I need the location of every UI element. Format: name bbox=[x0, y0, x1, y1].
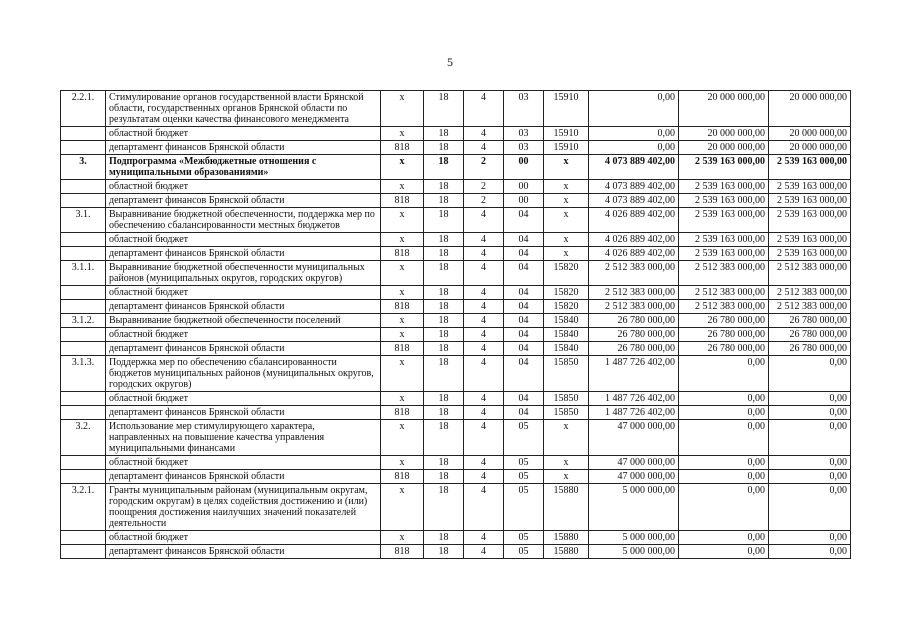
row-description: департамент финансов Брянской области bbox=[106, 300, 381, 314]
table-row bbox=[61, 261, 851, 286]
row-description: департамент финансов Брянской области bbox=[106, 470, 381, 484]
code-direction: 15910 bbox=[544, 127, 589, 141]
code-grbs: 818 bbox=[381, 470, 424, 484]
row-description: департамент финансов Брянской области bbox=[106, 247, 381, 261]
code-grbs: х bbox=[381, 233, 424, 247]
amount-year-1: 4 026 889 402,00 bbox=[589, 208, 679, 233]
code-direction: 15820 bbox=[544, 300, 589, 314]
row-description: областной бюджет bbox=[106, 286, 381, 300]
code-program: 18 bbox=[424, 141, 464, 155]
amount-year-2: 26 780 000,00 bbox=[679, 314, 769, 328]
row-description: департамент финансов Брянской области bbox=[106, 141, 381, 155]
code-direction: х bbox=[544, 247, 589, 261]
table-row bbox=[61, 194, 851, 208]
amount-year-1: 4 073 889 402,00 bbox=[589, 194, 679, 208]
code-program: 18 bbox=[424, 470, 464, 484]
code-direction: х bbox=[544, 180, 589, 194]
table-row bbox=[61, 470, 851, 484]
amount-year-2: 26 780 000,00 bbox=[679, 328, 769, 342]
code-subprogram: 4 bbox=[464, 233, 504, 247]
row-number bbox=[61, 180, 106, 194]
table-row bbox=[61, 233, 851, 247]
code-program: 18 bbox=[424, 286, 464, 300]
row-number bbox=[61, 141, 106, 155]
code-subprogram: 4 bbox=[464, 545, 504, 559]
amount-year-1: 0,00 bbox=[589, 127, 679, 141]
row-description: департамент финансов Брянской области bbox=[106, 406, 381, 420]
row-number bbox=[61, 545, 106, 559]
code-grbs: х bbox=[381, 180, 424, 194]
amount-year-3: 2 539 163 000,00 bbox=[769, 194, 851, 208]
amount-year-2: 0,00 bbox=[679, 356, 769, 392]
code-direction: 15850 bbox=[544, 392, 589, 406]
code-subprogram: 2 bbox=[464, 180, 504, 194]
code-grbs: х bbox=[381, 456, 424, 470]
amount-year-2: 2 539 163 000,00 bbox=[679, 155, 769, 180]
amount-year-2: 0,00 bbox=[679, 470, 769, 484]
code-main-event: 04 bbox=[504, 286, 544, 300]
amount-year-1: 26 780 000,00 bbox=[589, 328, 679, 342]
code-grbs: х bbox=[381, 208, 424, 233]
row-number: 3.1.3. bbox=[61, 356, 106, 392]
code-main-event: 05 bbox=[504, 456, 544, 470]
code-subprogram: 2 bbox=[464, 155, 504, 180]
code-main-event: 00 bbox=[504, 155, 544, 180]
code-program: 18 bbox=[424, 300, 464, 314]
code-direction: х bbox=[544, 456, 589, 470]
code-program: 18 bbox=[424, 127, 464, 141]
amount-year-3: 26 780 000,00 bbox=[769, 328, 851, 342]
code-direction: х bbox=[544, 420, 589, 456]
code-grbs: х bbox=[381, 392, 424, 406]
amount-year-1: 0,00 bbox=[589, 91, 679, 127]
table-row bbox=[61, 127, 851, 141]
code-program: 18 bbox=[424, 356, 464, 392]
amount-year-1: 4 026 889 402,00 bbox=[589, 233, 679, 247]
code-main-event: 03 bbox=[504, 141, 544, 155]
code-program: 18 bbox=[424, 261, 464, 286]
code-grbs: 818 bbox=[381, 406, 424, 420]
amount-year-1: 26 780 000,00 bbox=[589, 314, 679, 328]
amount-year-3: 0,00 bbox=[769, 456, 851, 470]
amount-year-2: 2 512 383 000,00 bbox=[679, 261, 769, 286]
amount-year-1: 0,00 bbox=[589, 141, 679, 155]
amount-year-1: 47 000 000,00 bbox=[589, 456, 679, 470]
code-direction: 15850 bbox=[544, 356, 589, 392]
code-main-event: 05 bbox=[504, 470, 544, 484]
code-program: 18 bbox=[424, 233, 464, 247]
table-row bbox=[61, 545, 851, 559]
row-description: областной бюджет bbox=[106, 392, 381, 406]
code-program: 18 bbox=[424, 545, 464, 559]
row-description: Выравнивание бюджетной обеспеченности поселений bbox=[106, 314, 381, 328]
row-number: 3.1.1. bbox=[61, 261, 106, 286]
row-number bbox=[61, 300, 106, 314]
row-description: Гранты муниципальным районам (муниципальным округам, городским округам) в целях содействия достижению и (или) поощрения достижения наилучших значений показателей деятельности bbox=[106, 484, 381, 531]
code-grbs: х bbox=[381, 420, 424, 456]
amount-year-1: 5 000 000,00 bbox=[589, 545, 679, 559]
code-main-event: 00 bbox=[504, 180, 544, 194]
amount-year-1: 2 512 383 000,00 bbox=[589, 261, 679, 286]
code-subprogram: 4 bbox=[464, 420, 504, 456]
code-main-event: 04 bbox=[504, 233, 544, 247]
table-row bbox=[61, 328, 851, 342]
code-grbs: х bbox=[381, 127, 424, 141]
amount-year-1: 4 073 889 402,00 bbox=[589, 155, 679, 180]
row-description: Использование мер стимулирующего характера, направленных на повышение качества управления муниципальными финансами bbox=[106, 420, 381, 456]
row-number bbox=[61, 531, 106, 545]
table-row bbox=[61, 141, 851, 155]
code-direction: х bbox=[544, 470, 589, 484]
page-number: 5 bbox=[447, 55, 453, 69]
code-main-event: 04 bbox=[504, 342, 544, 356]
code-grbs: х bbox=[381, 328, 424, 342]
code-subprogram: 4 bbox=[464, 247, 504, 261]
table-row bbox=[61, 155, 851, 180]
table-row bbox=[61, 286, 851, 300]
row-number bbox=[61, 127, 106, 141]
table-row bbox=[61, 342, 851, 356]
amount-year-3: 20 000 000,00 bbox=[769, 127, 851, 141]
row-number: 3. bbox=[61, 155, 106, 180]
amount-year-2: 20 000 000,00 bbox=[679, 127, 769, 141]
code-program: 18 bbox=[424, 420, 464, 456]
code-main-event: 03 bbox=[504, 91, 544, 127]
code-program: 18 bbox=[424, 314, 464, 328]
code-subprogram: 4 bbox=[464, 406, 504, 420]
code-subprogram: 4 bbox=[464, 91, 504, 127]
code-direction: х bbox=[544, 233, 589, 247]
amount-year-3: 0,00 bbox=[769, 470, 851, 484]
amount-year-1: 5 000 000,00 bbox=[589, 531, 679, 545]
amount-year-3: 2 512 383 000,00 bbox=[769, 261, 851, 286]
code-main-event: 05 bbox=[504, 531, 544, 545]
amount-year-3: 2 539 163 000,00 bbox=[769, 180, 851, 194]
amount-year-3: 2 539 163 000,00 bbox=[769, 155, 851, 180]
amount-year-2: 2 512 383 000,00 bbox=[679, 286, 769, 300]
amount-year-1: 47 000 000,00 bbox=[589, 420, 679, 456]
code-program: 18 bbox=[424, 328, 464, 342]
code-program: 18 bbox=[424, 406, 464, 420]
code-grbs: х bbox=[381, 484, 424, 531]
row-number bbox=[61, 470, 106, 484]
code-grbs: х bbox=[381, 261, 424, 286]
amount-year-1: 1 487 726 402,00 bbox=[589, 356, 679, 392]
code-grbs: х bbox=[381, 91, 424, 127]
code-subprogram: 4 bbox=[464, 141, 504, 155]
code-program: 18 bbox=[424, 484, 464, 531]
code-subprogram: 4 bbox=[464, 314, 504, 328]
code-program: 18 bbox=[424, 194, 464, 208]
table-row bbox=[61, 247, 851, 261]
code-main-event: 04 bbox=[504, 208, 544, 233]
code-direction: 15820 bbox=[544, 286, 589, 300]
row-description: Выравнивание бюджетной обеспеченности, поддержка мер по обеспечению сбалансированности местных бюджетов bbox=[106, 208, 381, 233]
code-program: 18 bbox=[424, 208, 464, 233]
code-direction: 15820 bbox=[544, 261, 589, 286]
table-body bbox=[61, 91, 851, 559]
code-direction: 15850 bbox=[544, 406, 589, 420]
amount-year-2: 2 539 163 000,00 bbox=[679, 233, 769, 247]
code-subprogram: 4 bbox=[464, 286, 504, 300]
amount-year-1: 1 487 726 402,00 bbox=[589, 392, 679, 406]
amount-year-3: 0,00 bbox=[769, 531, 851, 545]
amount-year-1: 1 487 726 402,00 bbox=[589, 406, 679, 420]
table-row bbox=[61, 392, 851, 406]
row-description: областной бюджет bbox=[106, 127, 381, 141]
row-number bbox=[61, 194, 106, 208]
code-subprogram: 4 bbox=[464, 456, 504, 470]
code-direction: 15910 bbox=[544, 141, 589, 155]
amount-year-1: 4 026 889 402,00 bbox=[589, 247, 679, 261]
table-row bbox=[61, 484, 851, 531]
row-number bbox=[61, 392, 106, 406]
code-direction: х bbox=[544, 155, 589, 180]
code-direction: 15840 bbox=[544, 314, 589, 328]
code-grbs: х bbox=[381, 314, 424, 328]
row-description: областной бюджет bbox=[106, 328, 381, 342]
code-program: 18 bbox=[424, 456, 464, 470]
code-main-event: 05 bbox=[504, 545, 544, 559]
code-subprogram: 4 bbox=[464, 328, 504, 342]
code-main-event: 04 bbox=[504, 406, 544, 420]
code-main-event: 04 bbox=[504, 356, 544, 392]
amount-year-3: 20 000 000,00 bbox=[769, 91, 851, 127]
code-main-event: 04 bbox=[504, 328, 544, 342]
row-number: 3.1. bbox=[61, 208, 106, 233]
amount-year-2: 0,00 bbox=[679, 484, 769, 531]
amount-year-2: 20 000 000,00 bbox=[679, 91, 769, 127]
amount-year-2: 26 780 000,00 bbox=[679, 342, 769, 356]
table-row bbox=[61, 180, 851, 194]
code-program: 18 bbox=[424, 180, 464, 194]
code-main-event: 04 bbox=[504, 314, 544, 328]
row-description: департамент финансов Брянской области bbox=[106, 342, 381, 356]
table-row bbox=[61, 531, 851, 545]
table-row bbox=[61, 314, 851, 328]
row-description: областной бюджет bbox=[106, 233, 381, 247]
amount-year-3: 0,00 bbox=[769, 356, 851, 392]
code-grbs: 818 bbox=[381, 141, 424, 155]
code-grbs: 818 bbox=[381, 194, 424, 208]
budget-table bbox=[60, 90, 851, 559]
code-main-event: 05 bbox=[504, 420, 544, 456]
amount-year-3: 0,00 bbox=[769, 484, 851, 531]
amount-year-1: 4 073 889 402,00 bbox=[589, 180, 679, 194]
amount-year-3: 0,00 bbox=[769, 392, 851, 406]
row-description: областной бюджет bbox=[106, 456, 381, 470]
code-grbs: х bbox=[381, 356, 424, 392]
row-description: департамент финансов Брянской области bbox=[106, 545, 381, 559]
code-grbs: 818 bbox=[381, 545, 424, 559]
code-direction: 15880 bbox=[544, 545, 589, 559]
amount-year-2: 2 539 163 000,00 bbox=[679, 194, 769, 208]
code-program: 18 bbox=[424, 247, 464, 261]
row-number: 3.1.2. bbox=[61, 314, 106, 328]
row-description: Стимулирование органов государственной власти Брянской области, государственных органов Брянской области по результатам оценки качества финансового менеджмента bbox=[106, 91, 381, 127]
amount-year-1: 26 780 000,00 bbox=[589, 342, 679, 356]
amount-year-3: 2 512 383 000,00 bbox=[769, 286, 851, 300]
amount-year-1: 47 000 000,00 bbox=[589, 470, 679, 484]
code-grbs: 818 bbox=[381, 342, 424, 356]
code-grbs: 818 bbox=[381, 247, 424, 261]
row-number bbox=[61, 342, 106, 356]
amount-year-3: 2 539 163 000,00 bbox=[769, 247, 851, 261]
amount-year-3: 2 539 163 000,00 bbox=[769, 208, 851, 233]
amount-year-2: 2 539 163 000,00 bbox=[679, 180, 769, 194]
amount-year-2: 20 000 000,00 bbox=[679, 141, 769, 155]
amount-year-3: 0,00 bbox=[769, 406, 851, 420]
code-main-event: 04 bbox=[504, 392, 544, 406]
amount-year-2: 0,00 bbox=[679, 392, 769, 406]
table-row bbox=[61, 456, 851, 470]
row-number bbox=[61, 406, 106, 420]
code-direction: х bbox=[544, 208, 589, 233]
row-number: 2.2.1. bbox=[61, 91, 106, 127]
table-row bbox=[61, 208, 851, 233]
amount-year-1: 5 000 000,00 bbox=[589, 484, 679, 531]
code-grbs: х bbox=[381, 286, 424, 300]
code-subprogram: 2 bbox=[464, 194, 504, 208]
amount-year-1: 2 512 383 000,00 bbox=[589, 286, 679, 300]
amount-year-2: 2 539 163 000,00 bbox=[679, 208, 769, 233]
row-number bbox=[61, 286, 106, 300]
row-description: областной бюджет bbox=[106, 531, 381, 545]
code-subprogram: 4 bbox=[464, 342, 504, 356]
code-subprogram: 4 bbox=[464, 392, 504, 406]
amount-year-3: 2 539 163 000,00 bbox=[769, 233, 851, 247]
code-main-event: 04 bbox=[504, 261, 544, 286]
code-grbs: х bbox=[381, 155, 424, 180]
code-subprogram: 4 bbox=[464, 484, 504, 531]
code-subprogram: 4 bbox=[464, 208, 504, 233]
table-row bbox=[61, 300, 851, 314]
code-direction: 15910 bbox=[544, 91, 589, 127]
code-direction: х bbox=[544, 194, 589, 208]
code-grbs: х bbox=[381, 531, 424, 545]
amount-year-2: 0,00 bbox=[679, 456, 769, 470]
code-subprogram: 4 bbox=[464, 261, 504, 286]
code-program: 18 bbox=[424, 342, 464, 356]
amount-year-2: 0,00 bbox=[679, 545, 769, 559]
code-main-event: 03 bbox=[504, 127, 544, 141]
row-number bbox=[61, 328, 106, 342]
row-number bbox=[61, 456, 106, 470]
amount-year-2: 0,00 bbox=[679, 406, 769, 420]
amount-year-2: 2 539 163 000,00 bbox=[679, 247, 769, 261]
amount-year-2: 0,00 bbox=[679, 420, 769, 456]
amount-year-3: 26 780 000,00 bbox=[769, 314, 851, 328]
code-subprogram: 4 bbox=[464, 531, 504, 545]
table-row bbox=[61, 406, 851, 420]
row-description: Подпрограмма «Межбюджетные отношения с муниципальными образованиями» bbox=[106, 155, 381, 180]
amount-year-3: 0,00 bbox=[769, 420, 851, 456]
code-subprogram: 4 bbox=[464, 470, 504, 484]
amount-year-3: 26 780 000,00 bbox=[769, 342, 851, 356]
row-description: Поддержка мер по обеспечению сбалансированности бюджетов муниципальных районов (муниципальных округов, городских округов) bbox=[106, 356, 381, 392]
row-number: 3.2. bbox=[61, 420, 106, 456]
row-number bbox=[61, 233, 106, 247]
code-subprogram: 4 bbox=[464, 356, 504, 392]
code-main-event: 04 bbox=[504, 247, 544, 261]
table-row bbox=[61, 356, 851, 392]
row-description: Выравнивание бюджетной обеспеченности муниципальных районов (муниципальных округов, городских округов) bbox=[106, 261, 381, 286]
code-program: 18 bbox=[424, 91, 464, 127]
amount-year-2: 0,00 bbox=[679, 531, 769, 545]
code-program: 18 bbox=[424, 155, 464, 180]
amount-year-3: 2 512 383 000,00 bbox=[769, 300, 851, 314]
code-program: 18 bbox=[424, 531, 464, 545]
code-direction: 15880 bbox=[544, 484, 589, 531]
amount-year-1: 2 512 383 000,00 bbox=[589, 300, 679, 314]
code-main-event: 05 bbox=[504, 484, 544, 531]
code-direction: 15840 bbox=[544, 328, 589, 342]
code-subprogram: 4 bbox=[464, 300, 504, 314]
table-row bbox=[61, 420, 851, 456]
code-main-event: 00 bbox=[504, 194, 544, 208]
amount-year-2: 2 512 383 000,00 bbox=[679, 300, 769, 314]
code-direction: 15840 bbox=[544, 342, 589, 356]
amount-year-3: 0,00 bbox=[769, 545, 851, 559]
code-main-event: 04 bbox=[504, 300, 544, 314]
amount-year-3: 20 000 000,00 bbox=[769, 141, 851, 155]
code-program: 18 bbox=[424, 392, 464, 406]
row-description: областной бюджет bbox=[106, 180, 381, 194]
row-number: 3.2.1. bbox=[61, 484, 106, 531]
code-grbs: 818 bbox=[381, 300, 424, 314]
table-row bbox=[61, 91, 851, 127]
code-subprogram: 4 bbox=[464, 127, 504, 141]
code-direction: 15880 bbox=[544, 531, 589, 545]
row-description: департамент финансов Брянской области bbox=[106, 194, 381, 208]
row-number bbox=[61, 247, 106, 261]
